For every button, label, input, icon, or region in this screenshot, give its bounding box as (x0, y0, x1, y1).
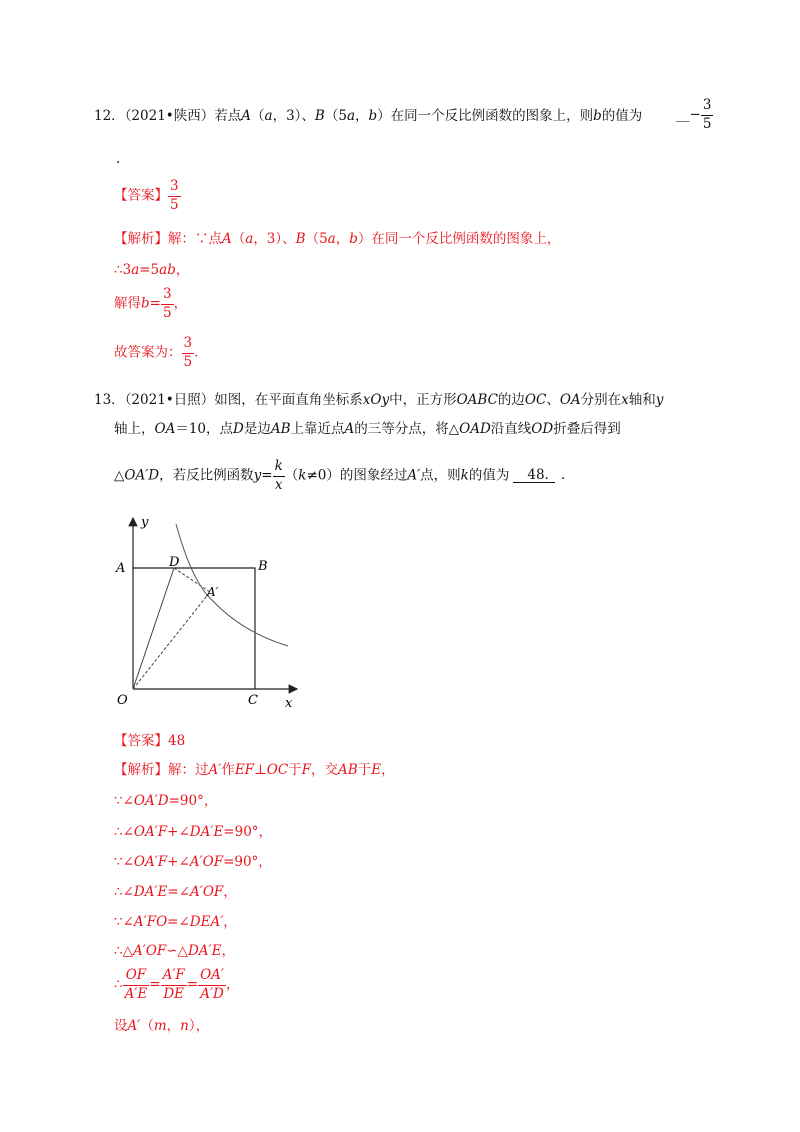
q13-answer (114, 735, 185, 749)
label-b: B (258, 559, 268, 574)
segment-od (133, 568, 174, 689)
q13-stem-line-3: △OA′D，若反比例函数y= $\frac{k}{x}$ （k≠0）的图象经过A′点，则k的值为 48. . (114, 458, 566, 493)
segment-da-prime (174, 568, 210, 592)
answer-label: 【答案】 (114, 187, 168, 204)
label-a-prime: A′ (207, 585, 219, 599)
q13-analysis-line-1: 【解析】解：过A′作EF⊥OC于F，交AB于E， (114, 762, 395, 778)
hyperbola-curve (176, 524, 288, 646)
q13-analysis-line-4: ∵∠OA′F+∠A′OF=90°， (114, 854, 272, 870)
label-x: x (285, 696, 293, 711)
label-a: A (116, 561, 126, 576)
q13-answer-value: 48 (168, 733, 186, 749)
q13-analysis-line-9: 设A′（m，n）， (114, 1018, 210, 1034)
analysis-label: 【解析】 (114, 231, 168, 247)
label-o: O (117, 693, 128, 708)
analysis-label: 【解析】 (114, 762, 168, 778)
q13-stem-line-2: 轴上，OA＝10，点D是边AB上靠近点A的三等分点，将△OAD沿直线OD折叠后得到 (114, 421, 621, 437)
segment-oa-prime (133, 592, 210, 689)
q12-analysis-line-3: 解得b= $\frac{3}{5}$ ， (114, 286, 188, 321)
q12-answer (114, 180, 181, 212)
q12-answer-fraction: $\frac{3}{5}$ (702, 97, 712, 132)
q12-analysis-line-4: 故答案为： $\frac{3}{5}$ . (114, 335, 199, 370)
q13-answer-blank: 48. (513, 469, 554, 484)
q13-analysis-line-5: ∴∠DA′E=∠A′OF， (114, 884, 237, 900)
q13-analysis-line-7: ∴△A′OF∽△DA′E， (114, 943, 235, 959)
label-c: C (248, 693, 258, 708)
q13-stem-line-1: 13．（2021•日照）如图，在平面直角坐标系xOy中，正方形OABC的边OC、OA分别在x轴和y (94, 392, 664, 408)
q13-analysis-line-8: ∴ $\frac{OF}{A'E}$ = $\frac{A'F}{DE}$ = $\frac{OA'}{A'D}$ ， (114, 967, 240, 1002)
square-oabc (133, 568, 255, 689)
q12-source: （2021•陕西） (124, 108, 215, 124)
q13-source: （2021•日照） (124, 392, 215, 408)
label-d: D (169, 555, 180, 570)
label-y: y (141, 515, 149, 530)
q12-number: 12． (94, 108, 125, 124)
answer-label: 【答案】 (114, 733, 168, 749)
q13-analysis-line-2: ∵∠OA′D=90°， (114, 793, 218, 809)
q12-stem-line: 12．（2021•陕西）若点A（a，3）、B（5a，b）在同一个反比例函数的图象上，则b的值为 (94, 108, 643, 124)
q13-k-over-x: $\frac{k}{x}$ (274, 458, 283, 493)
q13-analysis-line-6: ∵∠A′FO=∠DEA′， (114, 914, 237, 930)
q13-analysis-line-3: ∴∠OA′F+∠DA′E=90°， (114, 824, 273, 840)
q12-trailing-period: . (116, 151, 121, 167)
q12-analysis-line-1: 【解析】解：∵点A（a，3）、B（5a，b）在同一个反比例函数的图象上， (114, 231, 561, 247)
q12-answer-value: $\frac{3}{5}$ (170, 178, 179, 213)
q12-analysis-line-2: ∴3a=5ab， (114, 262, 190, 278)
q13-number: 13． (94, 392, 125, 408)
square-figure (112, 512, 312, 712)
q12-answer-blank: __− $\frac{3}{5}$ (676, 97, 712, 132)
